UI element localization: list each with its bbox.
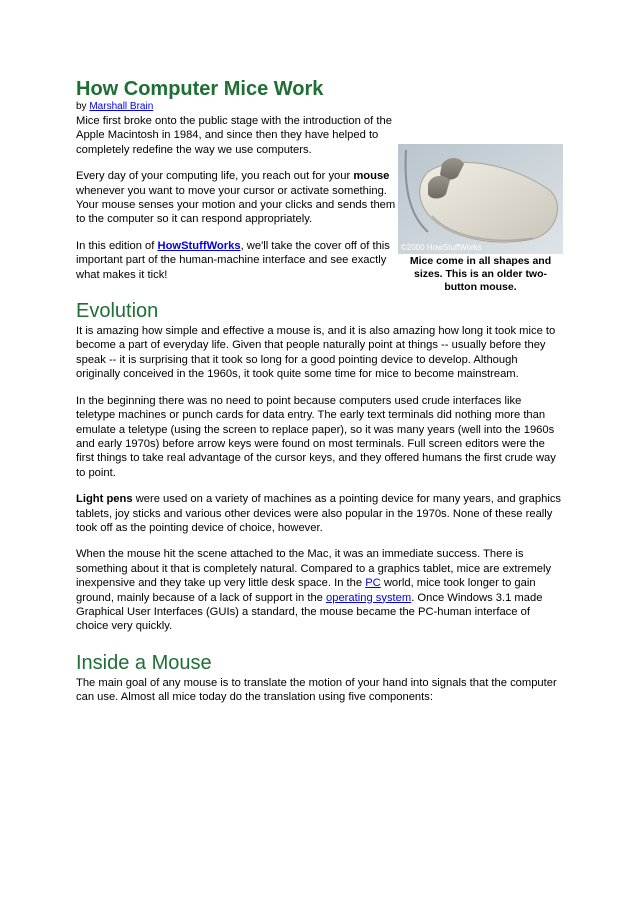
light-pens-bold: Light pens	[76, 493, 133, 506]
watermark-text: ©2000 HowStuffWorks	[401, 243, 482, 252]
intro-paragraph-3: In this edition of HowStuffWorks, we'll take the cover off of this important part of the human-machine interface and see exactly what makes it tick!	[76, 239, 390, 281]
evolution-paragraph-3: Light pens were used on a variety of machines as a pointing device for many years, and graphics tablets, joy sticks and various other devices were also popular in the 1970s. None of these really took off as the pointing device of choice, however.	[76, 493, 562, 534]
byline-prefix: by	[76, 101, 90, 112]
howstuffworks-link[interactable]: HowStuffWorks	[157, 239, 241, 252]
inside-heading: Inside a Mouse	[76, 651, 212, 674]
pc-link[interactable]: PC	[365, 577, 381, 590]
evolution-heading: Evolution	[76, 300, 159, 323]
page-title: How Computer Mice Work	[76, 78, 324, 100]
evolution-paragraph-2: In the beginning there was no need to point because computers used crude interfaces like teletype machines or punch cards for data entry. The early text terminals did nothing more than emulate a teletype (using the screen to replace paper), so it was many years (well into the 1960s and early 1970s) before arrow keys were found on most terminals. Full screen editors were the first things to take real advantage of the cursor keys, and they offered humans the first crude way to point.	[76, 394, 556, 479]
article	[76, 78, 562, 705]
mouse-figure	[398, 144, 563, 294]
evolution-paragraph-4: When the mouse hit the scene attached to the Mac, it was an immediate success. There is something about it that is completely natural. Compared to a graphics tablet, mice are extremely inexpensive and they take up very little desk space. In the PC world, mice took longer to gain ground, mainly because of a lack of support in the operating system. Once Windows 3.1 made Graphical User Interfaces (GUIs) a standard, the mouse became the PC-human interface of choice very quickly.	[76, 548, 552, 633]
figure-caption: Mice come in all shapes and sizes. This is an older two-button mouse.	[409, 255, 552, 293]
evolution-paragraph-1: It is amazing how simple and effective a mouse is, and it is also amazing how long it took mice to become a part of everyday life. Given that people naturally point at things -- usually before they speak -- it is surprising that it took so long for a good pointing device to develop. Although originally conceived in the 1960s, it took quite some time for mice to become mainstream.	[76, 325, 556, 381]
author-link[interactable]: Marshall Brain	[89, 101, 154, 112]
byline	[76, 100, 562, 113]
inside-paragraph-1: The main goal of any mouse is to translate the motion of your hand into signals that the computer can use. Almost all mice today do the translation using five components:	[76, 676, 557, 704]
operating-system-link[interactable]: operating system	[326, 591, 412, 604]
mouse-bold: mouse	[353, 170, 390, 183]
mouse-photo	[398, 144, 563, 254]
intro-text	[76, 114, 396, 282]
intro-section	[76, 114, 562, 293]
intro-paragraph-1: Mice first broke onto the public stage with the introduction of the Apple Macintosh in 1984, and since then they have helped to completely redefine the way we use computers.	[76, 115, 392, 156]
intro-paragraph-2: Every day of your computing life, you reach out for your mouse whenever you want to move your cursor or activate something. Your mouse senses your motion and your clicks and sends them to the computer so it can respond appropriately.	[76, 170, 396, 226]
